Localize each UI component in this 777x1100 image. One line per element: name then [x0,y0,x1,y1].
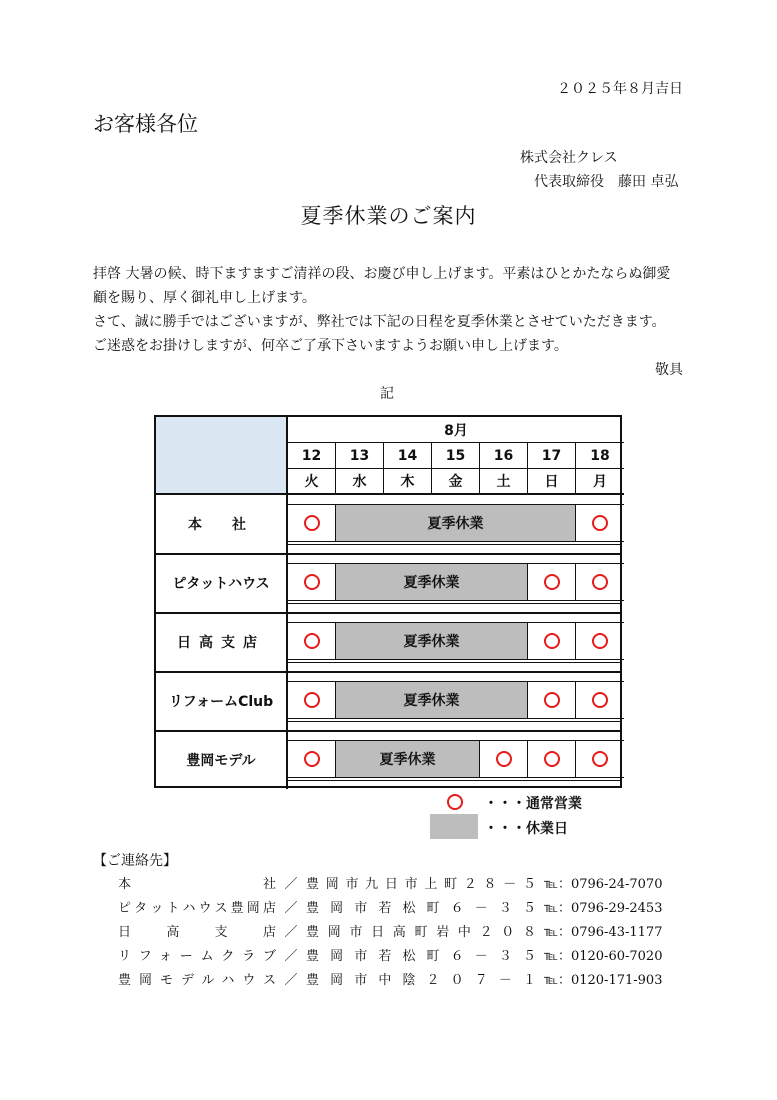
weekday: 火 [288,469,336,495]
contact-name: ピタットハウス豊岡店 [118,901,276,916]
open-circle-icon [592,633,608,649]
closed-period-cell: 夏季休業 [336,504,576,542]
open-circle-icon [592,692,608,708]
closing-word: 敬具 [655,362,683,378]
separator-slash: ／ [284,973,298,988]
day-number: 15 [432,443,480,469]
open-day-cell [528,563,576,601]
document-title: 夏季休業のご案内 [300,204,477,228]
open-circle-icon [496,751,512,767]
contact-row [118,873,662,897]
header-corner [156,417,288,495]
open-day-cell [480,740,528,778]
day-number: 17 [528,443,576,469]
open-day-cell [576,681,624,719]
separator-slash: ／ [284,925,298,940]
contact-row [118,897,662,921]
body-line: さて、誠に勝手ではございますが、弊社では下記の日程を夏季休業とさせていただきます。 [93,314,666,330]
day-number: 16 [480,443,528,469]
legend-open-label: ・・・通常営業 [484,796,582,812]
sender-representative: 代表取締役 藤田 卓弘 [534,174,679,190]
open-circle-icon [544,633,560,649]
open-circle-icon [544,692,560,708]
day-number: 12 [288,443,336,469]
open-circle-icon [592,574,608,590]
open-day-cell [288,563,336,601]
row-underline [288,662,620,663]
separator-slash: ／ [284,901,298,916]
contact-tel: ℡：0796-24-7070 [544,877,663,892]
open-day-cell [576,740,624,778]
body-line: ご迷惑をお掛けしますが、何卒ご了承下さいますようお願い申し上げます。 [93,338,568,354]
open-legend-icon [447,794,463,810]
open-circle-icon [304,574,320,590]
closed-legend-swatch [430,814,478,839]
weekday: 日 [528,469,576,495]
letter-date: ２０２５年８月吉日 [557,81,683,97]
branch-label: ピタットハウス [156,554,288,612]
open-day-cell [288,622,336,660]
day-number: 13 [336,443,384,469]
open-circle-icon [304,633,320,649]
branch-label: リフォームClub [156,672,288,730]
open-day-cell [528,681,576,719]
separator-slash: ／ [284,949,298,964]
contacts-heading: 【ご連絡先】 [93,853,177,869]
open-day-cell [288,504,336,542]
closed-period-cell: 夏季休業 [336,681,528,719]
open-circle-icon [592,751,608,767]
holiday-schedule-table [154,415,622,788]
closed-period-cell: 夏季休業 [336,622,528,660]
open-day-cell [576,622,624,660]
addressee: お客様各位 [93,112,198,136]
month-header: 8月 [288,417,624,443]
contact-address: 豊岡市中陰２０７－１ [306,973,536,988]
contact-name: 本社 [118,877,276,892]
contact-row [118,921,662,945]
open-day-cell [528,740,576,778]
contact-row [118,969,662,993]
sender-company: 株式会社クレス [520,150,618,166]
open-circle-icon [544,751,560,767]
row-underline [288,780,620,781]
weekday: 土 [480,469,528,495]
branch-label: 日高支店 [156,613,288,671]
body-line: 拝啓 大暑の候、時下ますますご清祥の段、お慶び申し上げます。平素はひとかたならぬ御愛 [93,266,671,282]
branch-label: 豊岡モデル [156,731,288,789]
contact-name: リフォームクラブ [118,949,276,964]
open-circle-icon [544,574,560,590]
contact-address: 豊岡市若松町６－３５ [306,949,536,964]
weekday: 金 [432,469,480,495]
weekday: 月 [576,469,624,495]
contact-tel: ℡：0796-43-1177 [544,925,663,940]
contact-tel: ℡：0120-171-903 [544,973,663,988]
contact-address: 豊岡市九日市上町２８－５ [306,877,536,892]
contact-name: 豊岡モデルハウス [118,973,276,988]
contact-tel: ℡：0120-60-7020 [544,949,663,964]
open-day-cell [576,563,624,601]
contact-tel: ℡：0796-29-2453 [544,901,663,916]
row-underline [288,544,620,545]
row-underline [288,721,620,722]
open-day-cell [528,622,576,660]
open-day-cell [576,504,624,542]
open-circle-icon [304,751,320,767]
branch-label: 本 社 [156,495,288,553]
open-circle-icon [304,692,320,708]
open-circle-icon [304,515,320,531]
open-day-cell [288,681,336,719]
row-underline [288,603,620,604]
contact-address: 豊岡市日高町岩中２０８ [306,925,536,940]
closed-period-cell: 夏季休業 [336,740,480,778]
contact-address: 豊岡市若松町６－３５ [306,901,536,916]
separator-slash: ／ [284,877,298,892]
weekday: 木 [384,469,432,495]
legend-closed-label: ・・・休業日 [484,821,568,837]
body-line: 顧を賜り、厚く御礼申し上げます。 [93,290,316,306]
contact-name: 日高支店 [118,925,276,940]
letter-body [93,262,693,358]
contact-row [118,945,662,969]
ki-marker: 記 [380,386,394,402]
day-number: 14 [384,443,432,469]
open-day-cell [288,740,336,778]
open-circle-icon [592,515,608,531]
weekday: 水 [336,469,384,495]
day-number: 18 [576,443,624,469]
closed-period-cell: 夏季休業 [336,563,528,601]
